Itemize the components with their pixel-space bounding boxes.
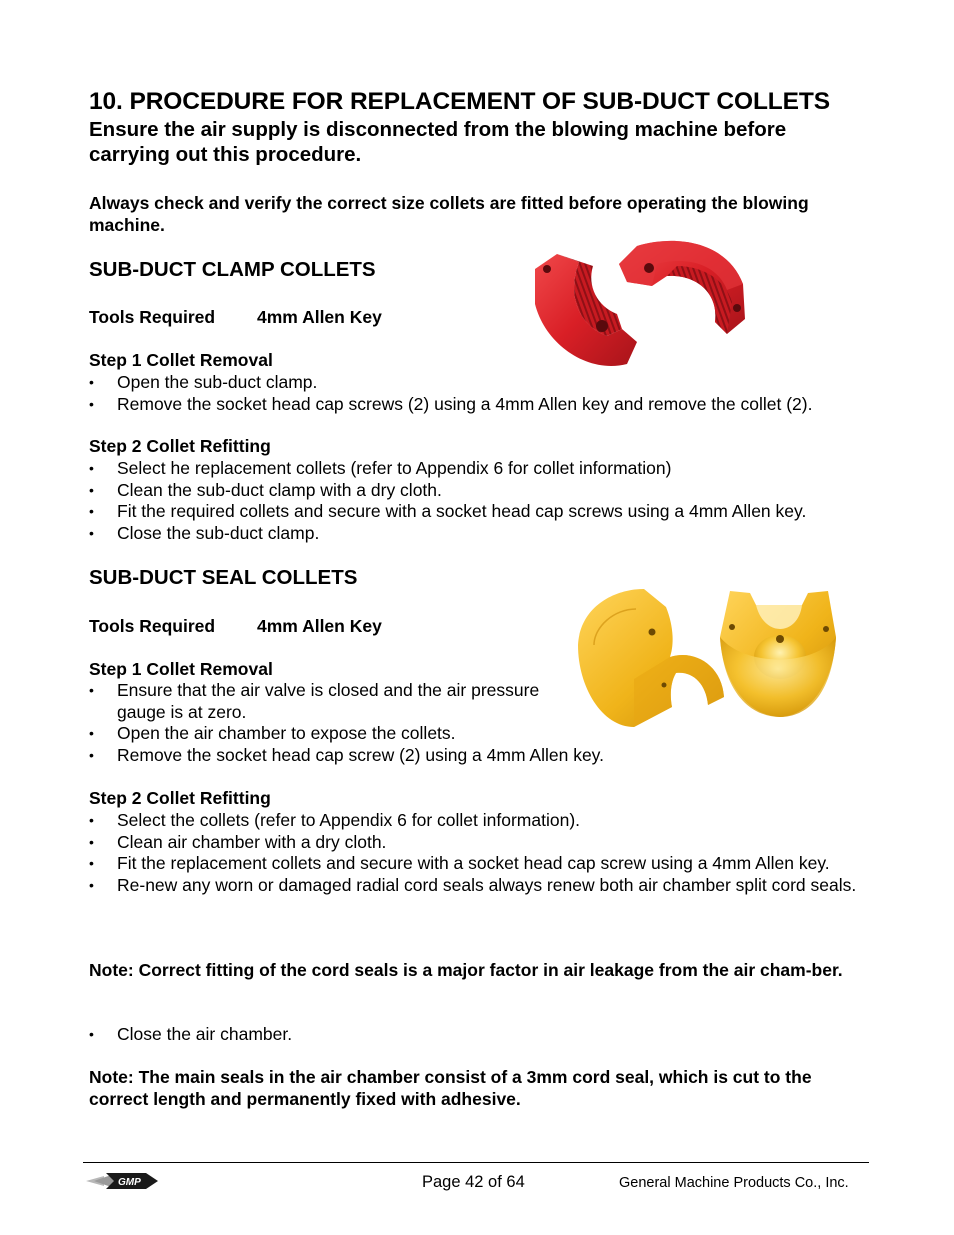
page-title: 10. PROCEDURE FOR REPLACEMENT OF SUB-DUCT COLLETS xyxy=(89,88,831,115)
clamp-step2-title: Step 2 Collet Refitting xyxy=(89,436,271,456)
seal-step2-title: Step 2 Collet Refitting xyxy=(89,788,271,808)
clamp-step1-list xyxy=(89,372,879,415)
close-chamber-list xyxy=(89,1024,869,1046)
list-item: • Select he replacement collets (refer to Appendix 6 for collet information) xyxy=(89,458,879,480)
list-item: • Clean air chamber with a dry cloth. xyxy=(89,832,869,854)
list-item: • Close the air chamber. xyxy=(89,1024,869,1046)
list-item: • Close the sub-duct clamp. xyxy=(89,523,879,545)
clamp-step2-list xyxy=(89,458,879,544)
seal-collet-image xyxy=(574,587,840,737)
main-seal-note: Note: The main seals in the air chamber consist of a 3mm cord seal, which is cut to the correct length and permanently fixed with adhesive. xyxy=(89,1067,812,1109)
list-item: • Re-new any worn or damaged radial cord seals always renew both air chamber split cord seals. xyxy=(89,875,867,897)
list-item: • Remove the socket head cap screws (2) using a 4mm Allen key and remove the collet (2). xyxy=(89,394,879,416)
seal-tools-label: Tools Required xyxy=(89,616,216,636)
page-number: Page 42 of 64 xyxy=(422,1173,525,1191)
logo-text: GMP xyxy=(118,1177,141,1188)
footer-divider xyxy=(83,1162,869,1163)
safety-subtitle: Ensure the air supply is disconnected from the blowing machine before carrying out this procedure. xyxy=(89,118,787,166)
list-item: • Select the collets (refer to Appendix 6 for collet information). xyxy=(89,810,869,832)
clamp-step1-title: Step 1 Collet Removal xyxy=(89,350,273,370)
list-item: • Fit the replacement collets and secure with a socket head cap screw using a 4mm Allen key. xyxy=(89,853,844,875)
list-item: • Ensure that the air valve is closed and the air pressure gauge is at zero. xyxy=(89,680,569,723)
list-item: • Open the sub-duct clamp. xyxy=(89,372,879,394)
seal-collets-heading: SUB-DUCT SEAL COLLETS xyxy=(89,566,358,589)
company-name: General Machine Products Co., Inc. xyxy=(619,1175,849,1191)
cord-seal-note: Note: Correct fitting of the cord seals is a major factor in air leakage from the air cham-ber. xyxy=(89,960,843,980)
collet-size-warning: Always check and verify the correct size collets are fitted before operating the blowing machine. xyxy=(89,193,809,235)
seal-step2-list xyxy=(89,810,869,896)
clamp-tools-label: Tools Required xyxy=(89,307,216,327)
clamp-tools-value: 4mm Allen Key xyxy=(257,307,382,327)
seal-tools-required xyxy=(89,616,382,637)
clamp-collet-image xyxy=(527,224,751,376)
clamp-tools-required xyxy=(89,307,382,328)
list-item: • Fit the required collets and secure with a socket head cap screws using a 4mm Allen key. xyxy=(89,501,879,523)
list-item: • Remove the socket head cap screw (2) using a 4mm Allen key. xyxy=(89,745,879,767)
list-item: • Clean the sub-duct clamp with a dry cloth. xyxy=(89,480,879,502)
seal-step1-title: Step 1 Collet Removal xyxy=(89,659,273,679)
gmp-logo-icon xyxy=(84,1170,160,1192)
clamp-collets-heading: SUB-DUCT CLAMP COLLETS xyxy=(89,258,376,281)
list-item: • Open the air chamber to expose the collets. xyxy=(89,723,879,745)
seal-tools-value: 4mm Allen Key xyxy=(257,616,382,636)
